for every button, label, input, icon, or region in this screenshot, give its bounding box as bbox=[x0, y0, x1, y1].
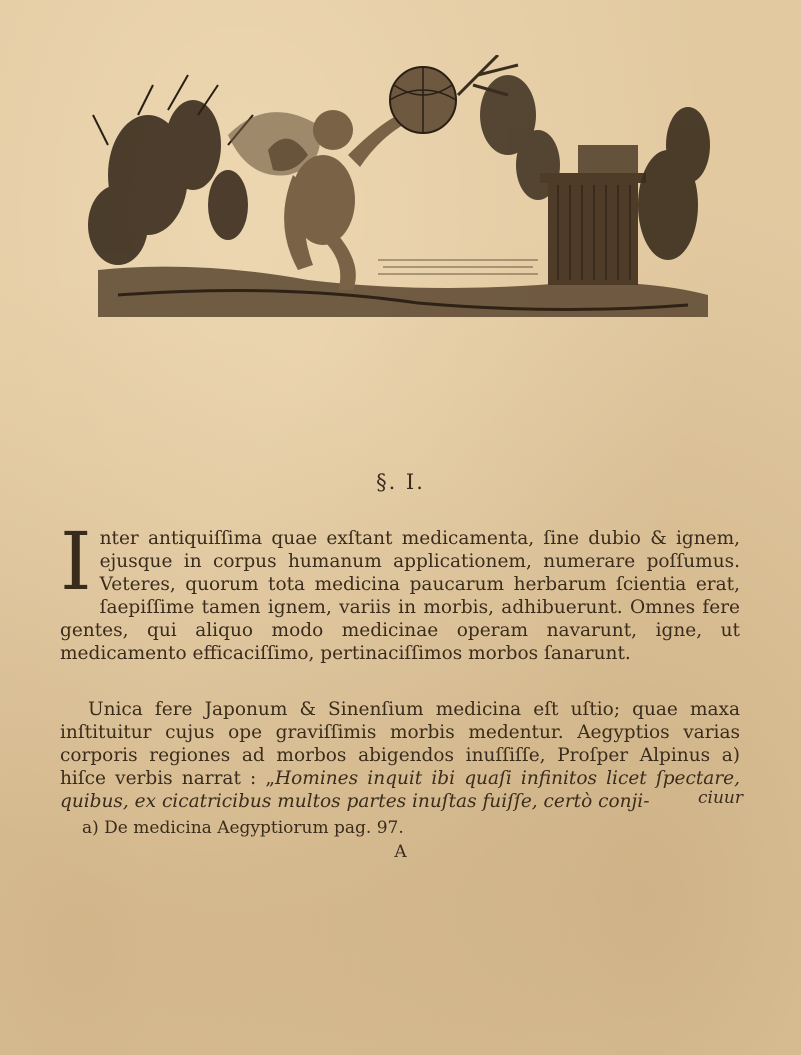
paragraph-2-roman-text: Unica fere Japonum & Sinenſium medicina eſt uſtio; quae maxa inſtituitur cujus ope graviſſimis morbis medentur. Aegyptios varias corporis regiones ad morbos abigendos inuſſiſſe, Proſper Alpinus a) hiſce verbis narrat : „ bbox=[60, 699, 740, 789]
footnote: a) De medicina Aegyptiorum pag. 97. bbox=[82, 818, 404, 838]
catchword: ciuur bbox=[698, 788, 743, 808]
paragraph-2-italic-quote: Homines inquit ibi quaſi infinitos licet ſpectare, quibus, ex cicatricibus multos partes inuſtas fuiſſe, certò conji- bbox=[60, 768, 741, 812]
engraved-vignette-illustration bbox=[78, 55, 728, 325]
paragraph-2 bbox=[60, 698, 740, 813]
section-heading: §. I. bbox=[376, 470, 425, 494]
drop-capital: I bbox=[60, 515, 92, 608]
paragraph-1-text: nter antiquiſſima quae exſtant medicamenta, ſine dubio & ignem, ejusque in corpus humanum applicationem, numerare poſſumus. Veteres, quorum tota medicina paucarum herbarum ſcientia erat, ſaepiſſime tamen ignem, variis in morbis, adhibuerunt. Omnes fere gentes, qui aliquo modo medicinae operam navarunt, igne, ut medicamento efficaciſſimo, pertinaciſſimos morbos ſanarunt. bbox=[60, 528, 740, 664]
paragraph-1 bbox=[60, 515, 740, 665]
signature-mark: A bbox=[394, 842, 407, 862]
